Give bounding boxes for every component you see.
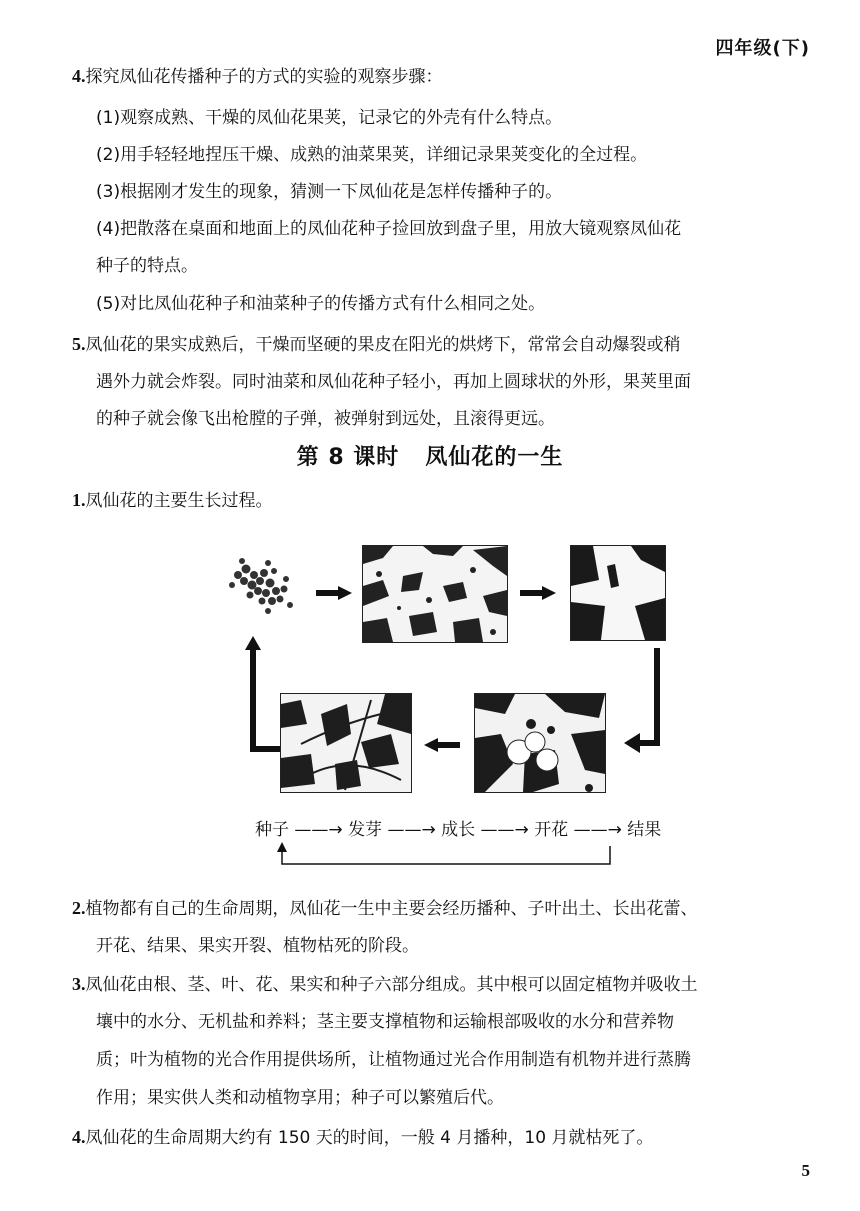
growth-flow bbox=[255, 815, 661, 840]
l2-line-2: 开花、结果、果实开裂、植物枯死的阶段。 bbox=[96, 936, 419, 956]
q5-number: 5. bbox=[72, 334, 86, 354]
l3-number: 3. bbox=[72, 974, 86, 994]
l3-line-4: 作用；果实供人类和动植物享用；种子可以繁殖后代。 bbox=[96, 1088, 504, 1108]
flow-stage-seed: 种子 bbox=[255, 820, 289, 840]
flow-arrow: ——→ bbox=[480, 820, 529, 840]
q4-step-1: (1)观察成熟、干燥的凤仙花果荚，记录它的外壳有什么特点。 bbox=[96, 108, 563, 128]
q4-title bbox=[72, 58, 824, 95]
l2-line-1 bbox=[72, 890, 824, 927]
l2-number: 2. bbox=[72, 898, 86, 918]
l1-line bbox=[72, 482, 824, 519]
l3-line-1 bbox=[72, 966, 824, 1003]
q4-step-4-cont: 种子的特点。 bbox=[96, 256, 198, 276]
q4-step-2: (2)用手轻轻地捏压干燥、成熟的油菜果荚，详细记录果荚变化的全过程。 bbox=[96, 145, 648, 165]
l4-number: 4. bbox=[72, 1127, 86, 1147]
q4-title-text: 探究凤仙花传播种子的方式的实验的观察步骤： bbox=[85, 67, 443, 87]
lesson-number: 第 8 课时 bbox=[296, 445, 400, 470]
sprout-photo bbox=[362, 545, 508, 643]
l3-line-2: 壤中的水分、无机盐和养料；茎主要支撑植物和运输根部吸收的水分和营养物 bbox=[96, 1012, 674, 1032]
l1-text: 凤仙花的主要生长过程。 bbox=[85, 491, 273, 511]
fruiting-photo bbox=[280, 693, 412, 793]
seeds-photo bbox=[224, 545, 310, 621]
q5-line-2: 遇外力就会炸裂。同时油菜和凤仙花种子轻小，再加上圆球状的外形，果荚里面 bbox=[96, 372, 691, 392]
flow-stage-grow: 成长 bbox=[441, 820, 476, 840]
flow-arrow: ——→ bbox=[573, 820, 622, 840]
q5-line-3: 的种子就会像飞出枪膛的子弹，被弹射到远处，且滚得更远。 bbox=[96, 409, 555, 429]
l3-text-1: 凤仙花由根、茎、叶、花、果实和种子六部分组成。其中根可以固定植物并吸收土 bbox=[85, 975, 698, 995]
grade-label: 四年级(下) bbox=[715, 38, 810, 59]
q4-step-3: (3)根据刚才发生的现象，猜测一下凤仙花是怎样传播种子的。 bbox=[96, 182, 563, 202]
arrow-fruiting-to-seeds bbox=[244, 636, 280, 758]
flowering-photo bbox=[474, 693, 606, 793]
l4-text: 凤仙花的生命周期大约有 150 天的时间，一般 4 月播种，10 月就枯死了。 bbox=[85, 1128, 654, 1148]
flow-arrow: ——→ bbox=[387, 820, 436, 840]
arrow-seedling-to-flowering bbox=[624, 648, 668, 758]
flow-stage-fruit: 结果 bbox=[627, 820, 662, 840]
flow-return-line bbox=[270, 840, 620, 870]
l3-line-3: 质；叶为植物的光合作用提供场所，让植物通过光合作用制造有机物并进行蒸腾 bbox=[96, 1050, 691, 1070]
arrow-flowering-to-fruiting bbox=[424, 738, 460, 752]
flow-stage-flower: 开花 bbox=[534, 820, 569, 840]
arrow-sprout-to-seedling bbox=[520, 586, 556, 600]
lesson-title bbox=[0, 440, 860, 471]
q4-step-4: (4)把散落在桌面和地面上的凤仙花种子捡回放到盘子里，用放大镜观察凤仙花 bbox=[96, 219, 682, 239]
l4-line bbox=[72, 1119, 824, 1156]
seedling-photo bbox=[570, 545, 666, 641]
flow-arrow: ——→ bbox=[294, 820, 343, 840]
flow-stage-sprout: 发芽 bbox=[348, 820, 383, 840]
page-number: 5 bbox=[801, 1161, 810, 1180]
lesson-name: 凤仙花的一生 bbox=[425, 445, 564, 470]
l2-text-1: 植物都有自己的生命周期，凤仙花一生中主要会经历播种、子叶出土、长出花蕾、 bbox=[85, 899, 698, 919]
l1-number: 1. bbox=[72, 490, 86, 510]
arrow-seeds-to-sprout bbox=[316, 586, 352, 600]
q5-text-1: 凤仙花的果实成熟后，干燥而坚硬的果皮在阳光的烘烤下，常常会自动爆裂或稍 bbox=[85, 335, 681, 355]
q4-number: 4. bbox=[72, 66, 86, 86]
q4-step-5: (5)对比凤仙花种子和油菜种子的传播方式有什么相同之处。 bbox=[96, 294, 546, 314]
q5-line-1 bbox=[72, 326, 824, 363]
